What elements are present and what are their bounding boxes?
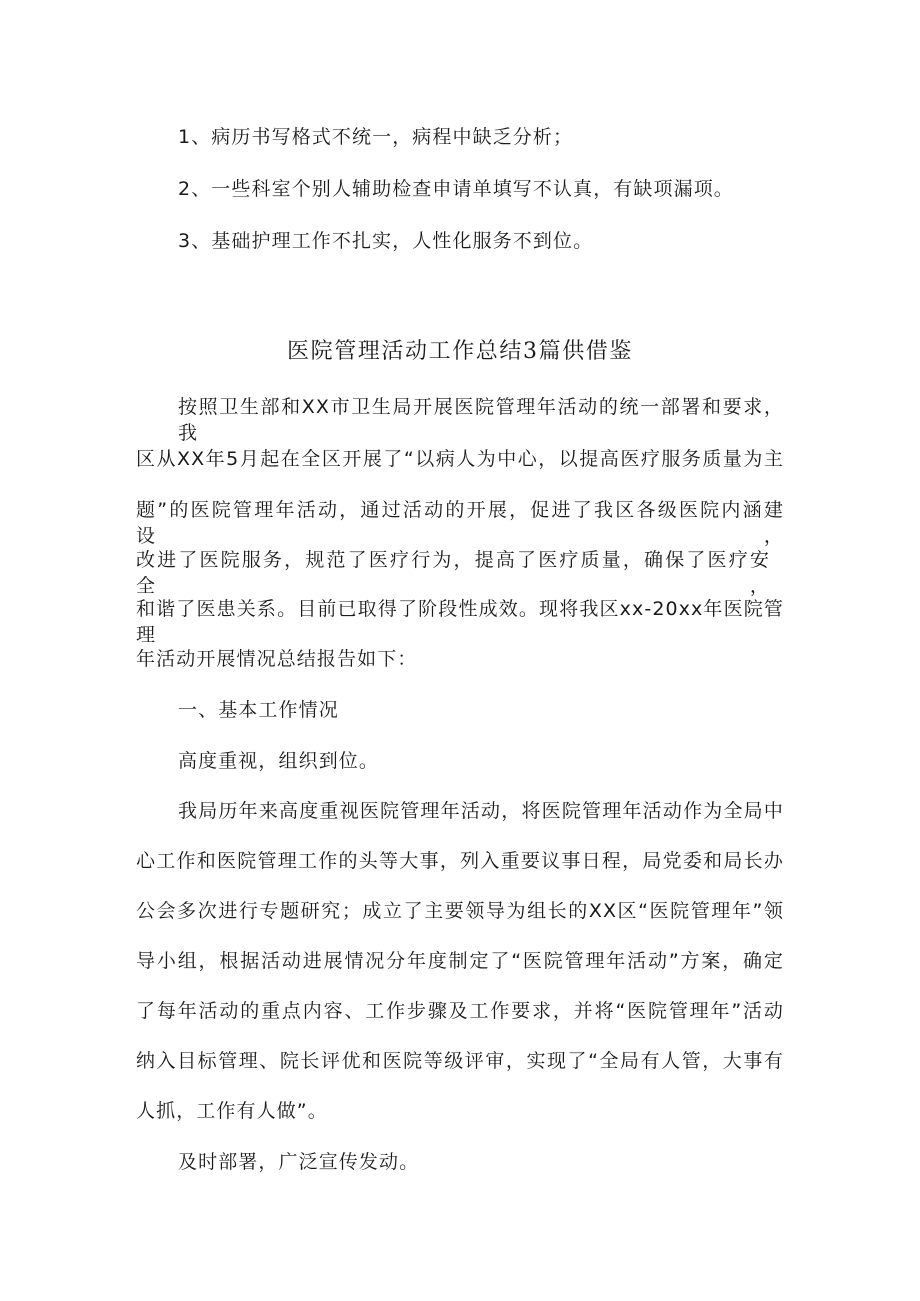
intro-line-5: 和谐了医患关系。目前已取得了阶段性成效。现将我区xx-20xx年医院管理 <box>136 598 784 646</box>
section-heading: 一、基本工作情况 <box>178 699 339 721</box>
body-line-1: 我局历年来高度重视医院管理年活动，将医院管理年活动作为全局中 <box>178 800 784 822</box>
intro-line-4: 改进了医院服务，规范了医疗行为，提高了医疗质量，确保了医疗安全， <box>136 549 770 597</box>
list-item-1: 1、病历书写格式不统一，病程中缺乏分析； <box>178 126 574 148</box>
document-title: 医院管理活动工作总结3篇供借鉴 <box>287 339 633 364</box>
subheading-1: 高度重视，组织到位。 <box>178 750 380 772</box>
body-line-2: 心工作和医院管理工作的头等大事，列入重要议事日程，局党委和局长办 <box>136 850 784 872</box>
body-line-5: 了每年活动的重点内容、工作步骤及工作要求，并将“医院管理年”活动 <box>136 1000 784 1022</box>
intro-line-1: 按照卫生部和XX市卫生局开展医院管理年活动的统一部署和要求，我 <box>178 396 784 444</box>
body-line-6: 纳入目标管理、院长评优和医院等级评审，实现了“全局有人管，大事有 <box>136 1050 784 1072</box>
list-item-2: 2、一些科室个别人辅助检查申请单填写不认真，有缺项漏项。 <box>178 178 734 200</box>
body-line-4: 导小组，根据活动进展情况分年度制定了“医院管理年活动”方案，确定 <box>136 950 784 972</box>
intro-line-2: 区从XX年5月起在全区开展了“以病人为中心，以提高医疗服务质量为主 <box>136 448 784 470</box>
subheading-2: 及时部署，广泛宣传发动。 <box>178 1151 420 1173</box>
intro-line-6: 年活动开展情况总结报告如下： <box>136 648 418 670</box>
body-line-7: 人抓，工作有人做”。 <box>136 1100 328 1122</box>
intro-line-3: 题”的医院管理年活动，通过活动的开展，促进了我区各级医院内涵建设， <box>136 499 784 547</box>
body-line-3: 公会多次进行专题研究；成立了主要领导为组长的XX区“医院管理年”领 <box>136 900 784 922</box>
list-item-3: 3、基础护理工作不扎实，人性化服务不到位。 <box>178 230 594 252</box>
